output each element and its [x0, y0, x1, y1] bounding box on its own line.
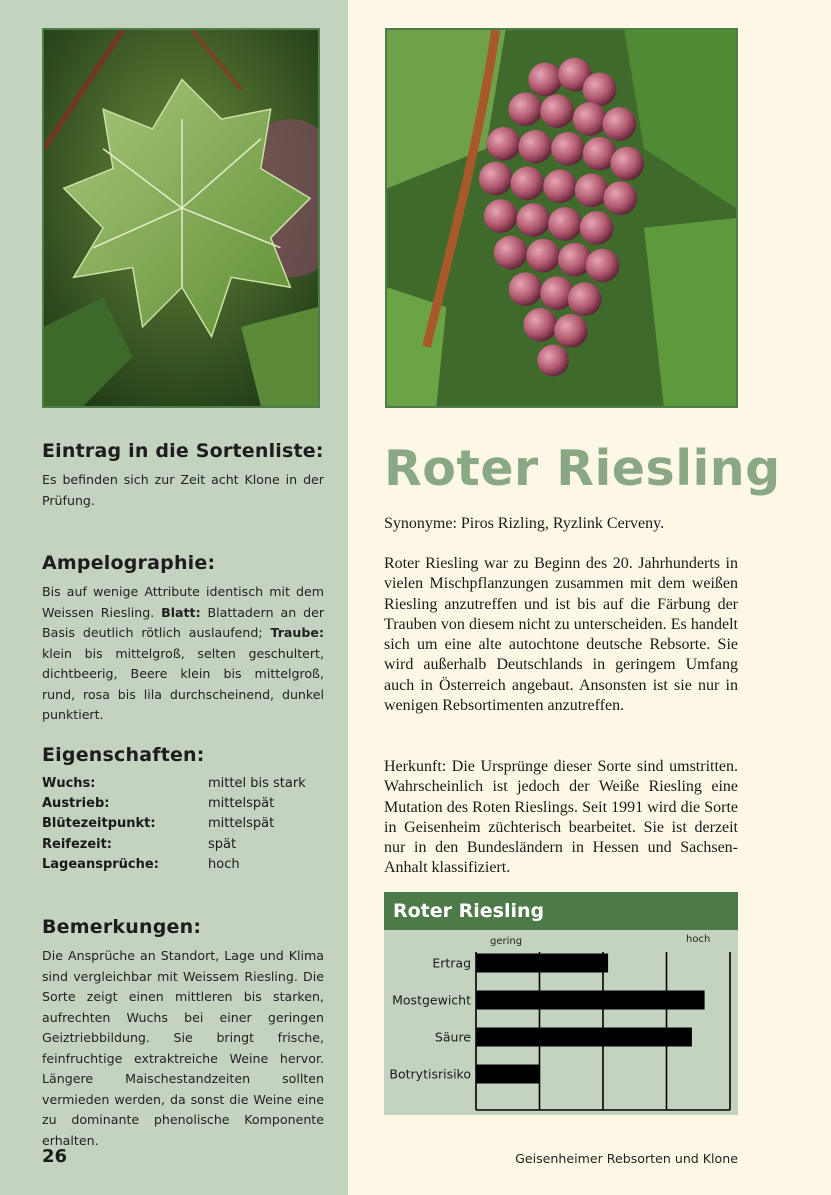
sortenliste-section	[42, 440, 324, 511]
synonyms-text: Synonyme: Piros Rizling, Ryzlink Cerveny.	[384, 515, 665, 532]
property-row: Lageansprüche: hoch	[42, 856, 240, 872]
ampelographie-section	[42, 552, 324, 726]
bar	[476, 1028, 692, 1047]
bemerkungen-section	[42, 916, 324, 1151]
ampelographie-text: Bis auf wenige Attribute identisch mit dem Weissen Riesling. Blatt: Blattadern an der Basis deutlich rötlich auslaufend; Traube: klein bis mittelgroß, selten geschultert, dichtbeerig, Beere klein bis mittelgroß, rund, rosa bis lila durchscheinend, dunkel punktiert.	[42, 584, 324, 722]
category-label: Säure	[434, 1029, 471, 1045]
scale-high-label: hoch	[686, 934, 711, 945]
bar	[476, 954, 608, 973]
ampelographie-heading: Ampelographie:	[42, 552, 216, 574]
category-label: Mostgewicht	[392, 992, 471, 1008]
grape-leaf-photo	[42, 28, 320, 408]
intro-paragraph: Roter Riesling war zu Beginn des 20. Jahrhunderts in vielen Mischpflanzungen zusammen mit dem weißen Riesling anzutreffen und ist bis auf die Färbung der Trauben von diesem nicht zu unterscheiden. Es handelt sich um eine alte autochtone deutsche Rebsorte. Sie wird außerhalb Deutschlands in geringem Umfang auch in Österreich angebaut. Ansonsten ist sie nur in wenigen Rebsortimenten anzutreffen.	[384, 555, 738, 715]
properties-table	[42, 774, 324, 875]
footer-title: Geisenheimer Rebsorten und Klone	[515, 1151, 738, 1166]
chart-plot	[384, 930, 738, 1115]
bemerkungen-text: Die Ansprüche an Standort, Lage und Klima sind vergleichbar mit Weissem Riesling. Die Sorte zeigt einen mittleren bis starken, aufrechten Wuchs bei einer geringen Geiztriebbildung. Sie bringt frische, feinfruchtige extraktreiche Weine hervor. Längere Maischestandzeiten sollten vermieden werden, da sonst die Weine eine zu dominante phenolische Komponente erhalten.	[42, 948, 324, 1148]
eigenschaften-heading: Eigenschaften:	[42, 744, 205, 766]
red-riesling-grapes-photo	[385, 28, 738, 408]
property-row: Austrieb: mittelspät	[42, 796, 275, 812]
origin-paragraph: Herkunft: Die Ursprünge dieser Sorte sind umstritten. Wahrscheinlich ist jedoch der Weiße Riesling eine Mutation des Roten Rieslings. Seit 1991 wird die Sorte in Geisenheim züchterisch bearbeitet. Sie ist derzeit nur in den Bundesländern in Hessen und Sachsen-Anhalt klassifiziert.	[384, 758, 738, 877]
property-row: Reifezeit: spät	[42, 836, 237, 852]
bar	[476, 1065, 540, 1084]
eigenschaften-section	[42, 744, 324, 875]
sortenliste-text: Es befinden sich zur Zeit acht Klone in der Prüfung.	[42, 472, 324, 508]
category-label: Ertrag	[432, 955, 471, 971]
sortenliste-heading: Eintrag in die Sortenliste:	[42, 440, 324, 462]
page-number: 26	[42, 1146, 68, 1167]
bemerkungen-heading: Bemerkungen:	[42, 916, 202, 938]
page-title: Roter Riesling	[384, 440, 781, 497]
property-row: Blütezeitpunkt: mittelspät	[42, 816, 275, 832]
category-label: Botrytisrisiko	[389, 1066, 471, 1082]
property-row: Wuchs: mittel bis stark	[42, 776, 306, 791]
scale-low-label: gering	[490, 936, 523, 947]
chart-title: Roter Riesling	[384, 892, 738, 930]
bar	[476, 991, 705, 1010]
rating-chart	[384, 892, 738, 1115]
